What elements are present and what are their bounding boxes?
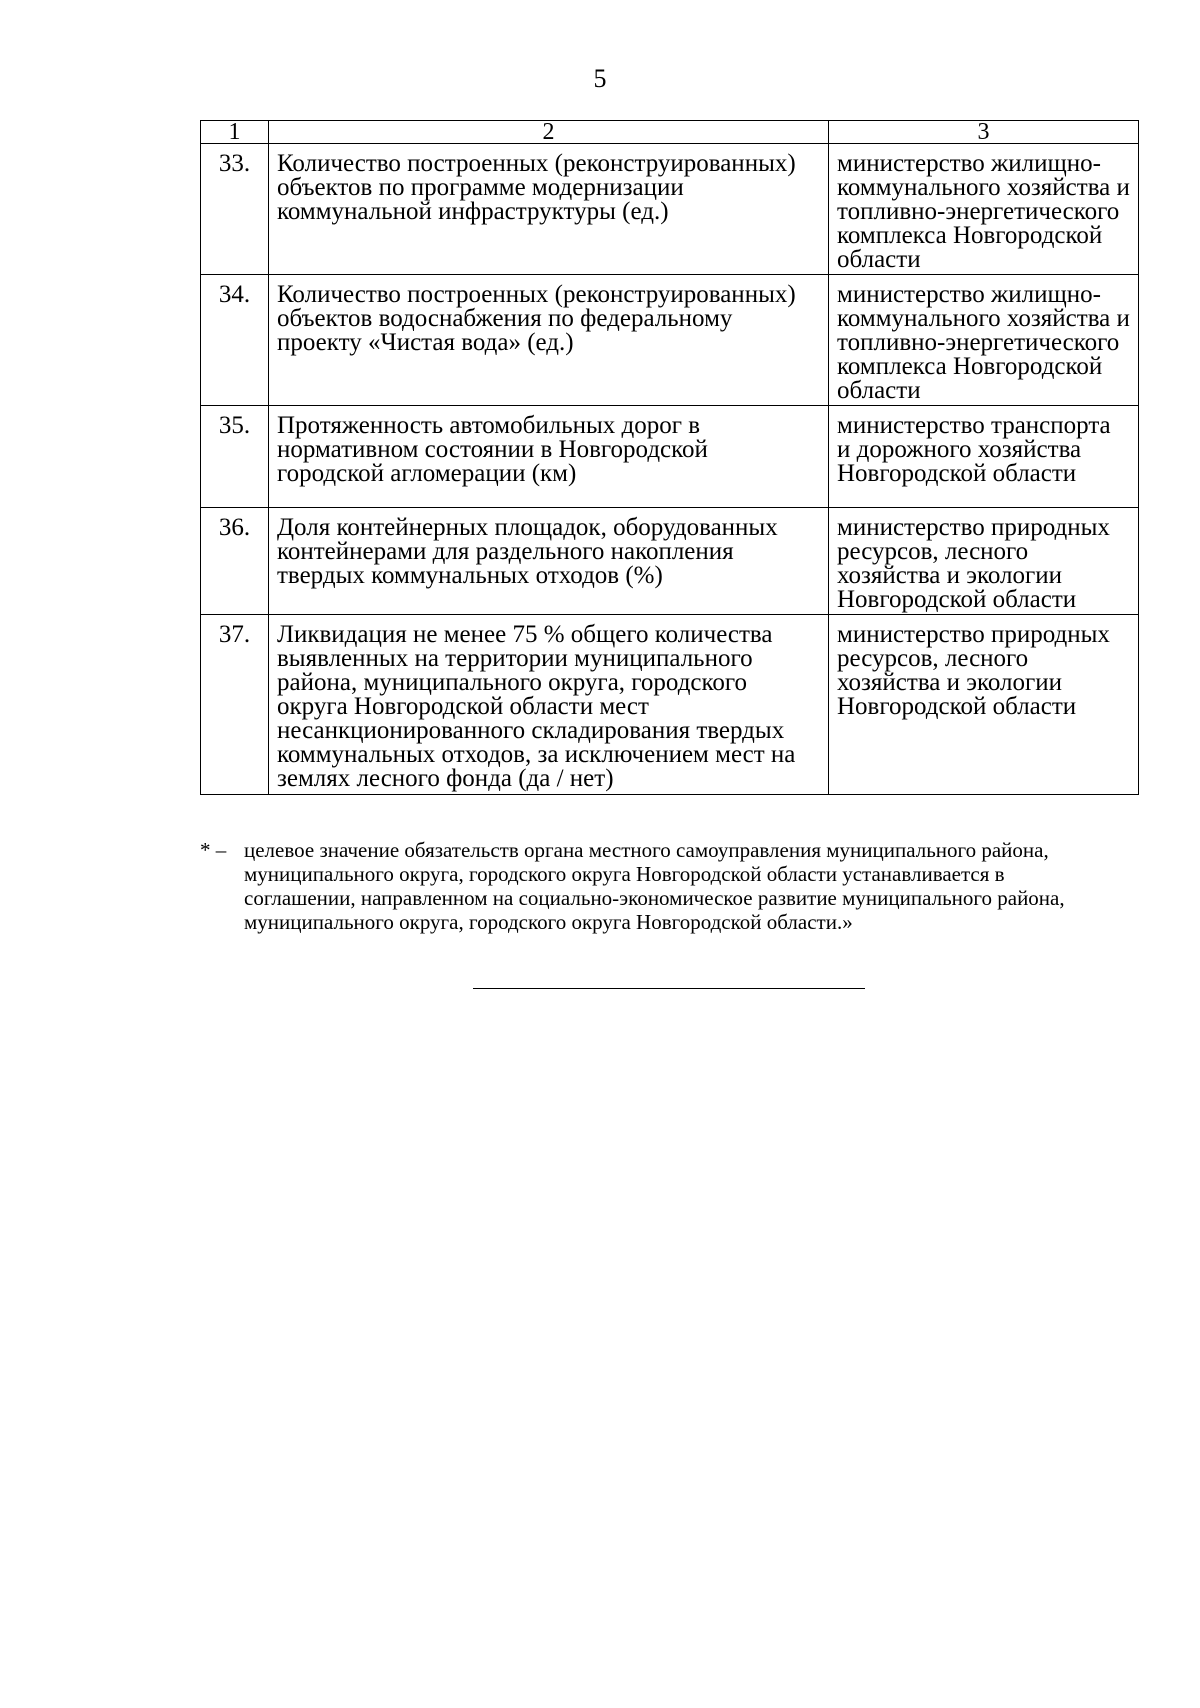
row-number: 37.: [201, 615, 269, 795]
row-number: 34.: [201, 275, 269, 406]
footnote-mark: * –: [200, 838, 227, 862]
row-number: 36.: [201, 508, 269, 615]
row-number: 35.: [201, 406, 269, 508]
table-row: [201, 144, 1139, 275]
page-number: 5: [593, 64, 607, 93]
row-number: 33.: [201, 144, 269, 275]
table-row: [201, 406, 1139, 508]
indicator-text: Доля контейнерных площадок, оборудованных контейнерами для раздельного накопления твердых коммунальных отходов (%): [269, 508, 829, 615]
indicator-text: Протяженность автомобильных дорог в нормативном состоянии в Новгородской городской агломерации (км): [269, 406, 829, 508]
indicator-text: Ликвидация не менее 75 % общего количества выявленных на территории муниципального района, муниципального округа, городского округа Новгородской области мест несанкционированного складирования твердых коммунальных отходов, за исключением мест на землях лесного фонда (да / нет): [269, 615, 829, 795]
table-header-row: [201, 121, 1139, 144]
footnote-text: целевое значение обязательств органа местного самоуправления муниципального района, муниципального округа, городского округа Новгородской области устанавливается в соглашении, направленном на социально-экономическое развитие муниципального района, муниципального округа, городского округа Новгородской области.»: [244, 838, 1065, 934]
responsible-body: министерство транспорта и дорожного хозяйства Новгородской области: [829, 406, 1139, 508]
responsible-body: министерство жилищно-коммунального хозяйства и топливно-энергетического комплекса Новгородской области: [829, 144, 1139, 275]
column-header-2: 2: [269, 121, 829, 144]
responsible-body: министерство жилищно-коммунального хозяйства и топливно-энергетического комплекса Новгородской области: [829, 275, 1139, 406]
responsible-body: министерство природных ресурсов, лесного хозяйства и экологии Новгородской области: [829, 615, 1139, 795]
indicators-table: [200, 120, 1139, 795]
indicator-text: Количество построенных (реконструированных) объектов по программе модернизации коммунальной инфраструктуры (ед.): [269, 144, 829, 275]
table-row: [201, 508, 1139, 615]
indicator-text: Количество построенных (реконструированных) объектов водоснабжения по федеральному проекту «Чистая вода» (ед.): [269, 275, 829, 406]
end-of-document-rule: [473, 988, 865, 989]
column-header-1: 1: [201, 121, 269, 144]
footnote: [200, 838, 1120, 934]
column-header-3: 3: [829, 121, 1139, 144]
table-row: [201, 275, 1139, 406]
responsible-body: министерство природных ресурсов, лесного хозяйства и экологии Новгородской области: [829, 508, 1139, 615]
table-row: [201, 615, 1139, 795]
